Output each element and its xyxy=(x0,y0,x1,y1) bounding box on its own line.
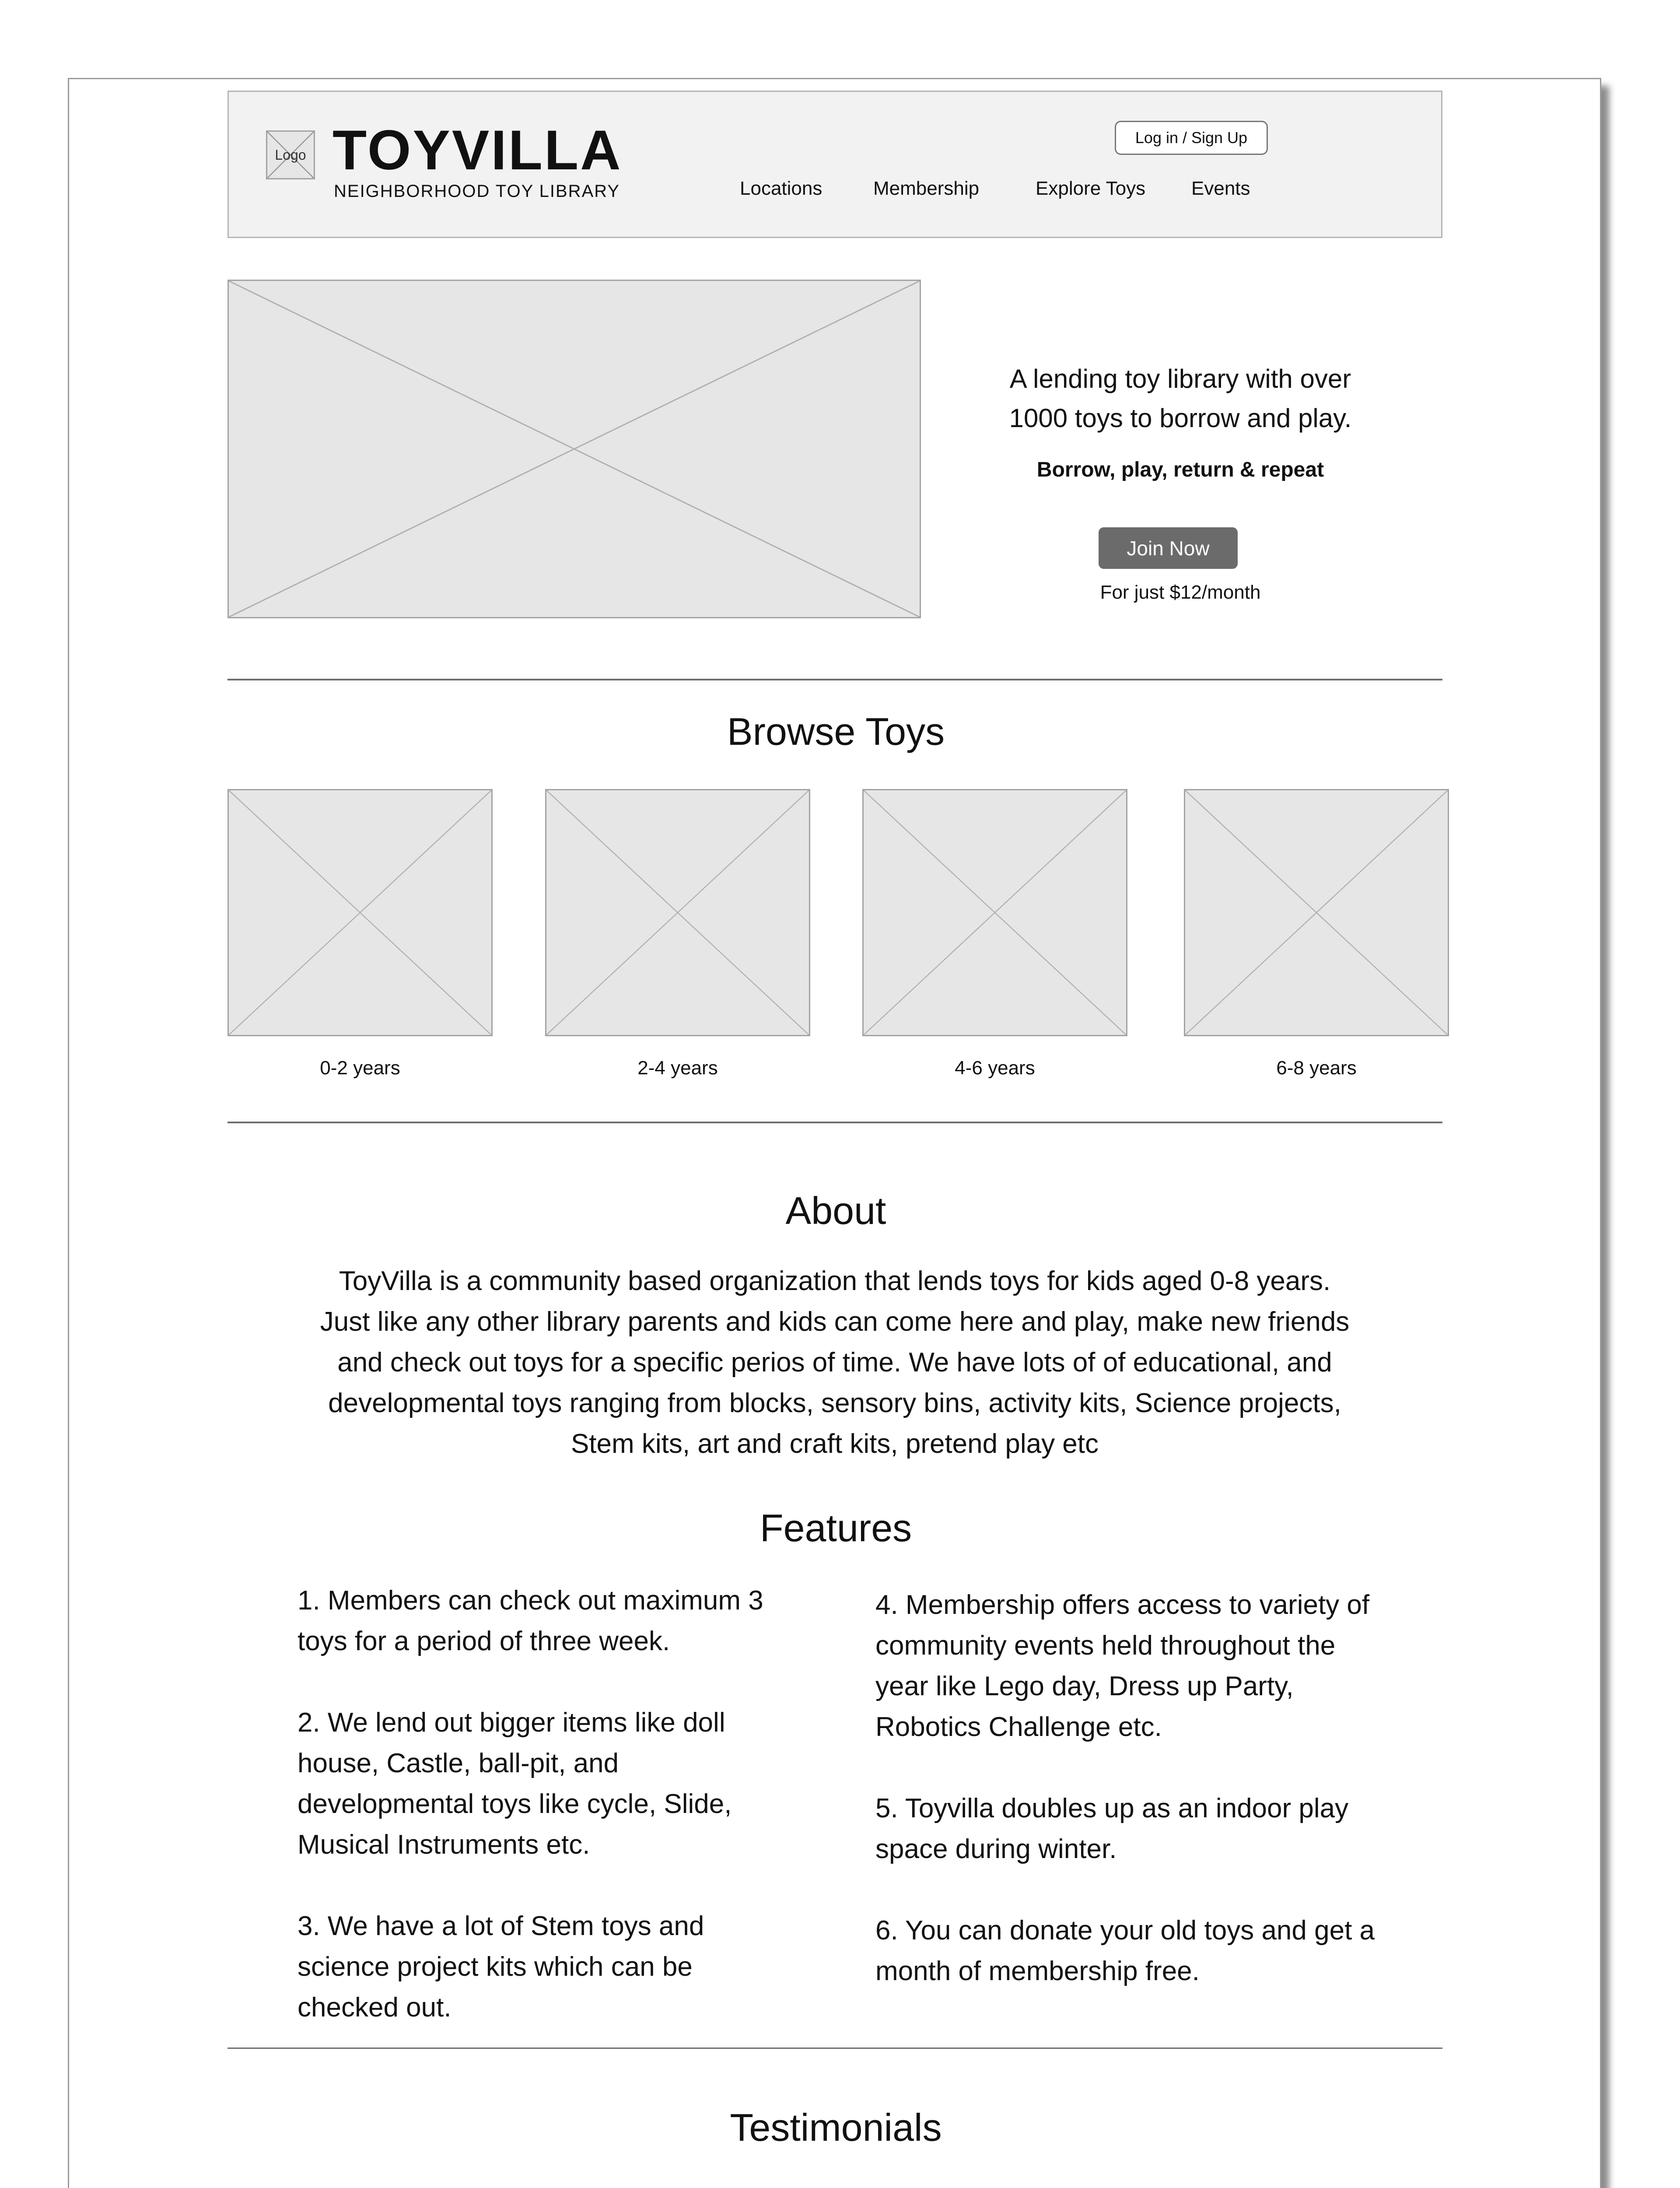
features-column-left xyxy=(298,1580,801,2069)
category-image-4-6[interactable] xyxy=(862,789,1127,1036)
hero-line-1: A lending toy library with over xyxy=(1009,364,1351,393)
nav-explore-toys[interactable]: Explore Toys xyxy=(1036,178,1146,199)
nav-membership[interactable]: Membership xyxy=(873,178,980,199)
logo-label: Logo xyxy=(275,147,306,163)
feature-item: 1. Members can check out maximum 3 toys for a period of three week. xyxy=(298,1585,763,1656)
hero-image-placeholder xyxy=(228,280,921,618)
category-image-2-4[interactable] xyxy=(545,789,810,1036)
category-label-2-4[interactable]: 2-4 years xyxy=(637,1057,718,1079)
features-column-right xyxy=(875,1585,1379,2032)
price-note: For just $12/month xyxy=(1100,582,1261,603)
divider xyxy=(228,2048,1442,2049)
about-text: ToyVilla is a community based organization that lends toys for kids aged 0-8 years. Just like any other library parents and kids can come here and play, make new friends and check out toys for a specific perios of time. We have lots of of educational, and developmental toys ranging from blocks, sensory bins, activity kits, Science projects, Stem kits, art and craft kits, pretend play etc xyxy=(320,1266,1350,1459)
hero-description xyxy=(953,359,1408,438)
page-frame xyxy=(68,78,1601,2188)
divider xyxy=(228,679,1442,680)
feature-item: 5. Toyvilla doubles up as an indoor play space during winter. xyxy=(875,1793,1349,1864)
logo-placeholder[interactable] xyxy=(266,130,315,179)
divider xyxy=(228,1122,1442,1123)
testimonials-heading: Testimonials xyxy=(730,2106,942,2149)
category-label-0-2[interactable]: 0-2 years xyxy=(320,1057,400,1079)
category-image-6-8[interactable] xyxy=(1184,789,1449,1036)
nav-events[interactable]: Events xyxy=(1191,178,1250,199)
site-header xyxy=(228,91,1442,238)
nav-locations[interactable]: Locations xyxy=(740,178,822,199)
feature-item: 4. Membership offers access to variety of community events held throughout the year like Lego day, Dress up Party, Robotics Challenge etc. xyxy=(875,1590,1370,1742)
category-label-4-6[interactable]: 4-6 years xyxy=(955,1057,1035,1079)
about-heading: About xyxy=(785,1189,886,1232)
feature-item: 6. You can donate your old toys and get a month of membership free. xyxy=(875,1915,1375,1986)
category-image-0-2[interactable] xyxy=(228,789,493,1036)
features-heading: Features xyxy=(760,1506,912,1550)
join-now-button[interactable]: Join Now xyxy=(1099,527,1238,569)
login-signup-button[interactable]: Log in / Sign Up xyxy=(1115,121,1268,155)
feature-item: 2. We lend out bigger items like doll house, Castle, ball-pit, and developmental toys like cycle, Slide, Musical Instruments etc. xyxy=(298,1708,732,1860)
feature-item: 3. We have a lot of Stem toys and science project kits which can be checked out. xyxy=(298,1911,704,2023)
category-label-6-8[interactable]: 6-8 years xyxy=(1276,1057,1357,1079)
browse-toys-heading: Browse Toys xyxy=(727,710,945,753)
brand-tagline: NEIGHBORHOOD TOY LIBRARY xyxy=(334,182,620,201)
brand-name[interactable]: TOYVILLA xyxy=(332,119,623,182)
hero-line-2: 1000 toys to borrow and play. xyxy=(1009,403,1352,433)
hero-subtitle: Borrow, play, return & repeat xyxy=(1036,458,1324,481)
